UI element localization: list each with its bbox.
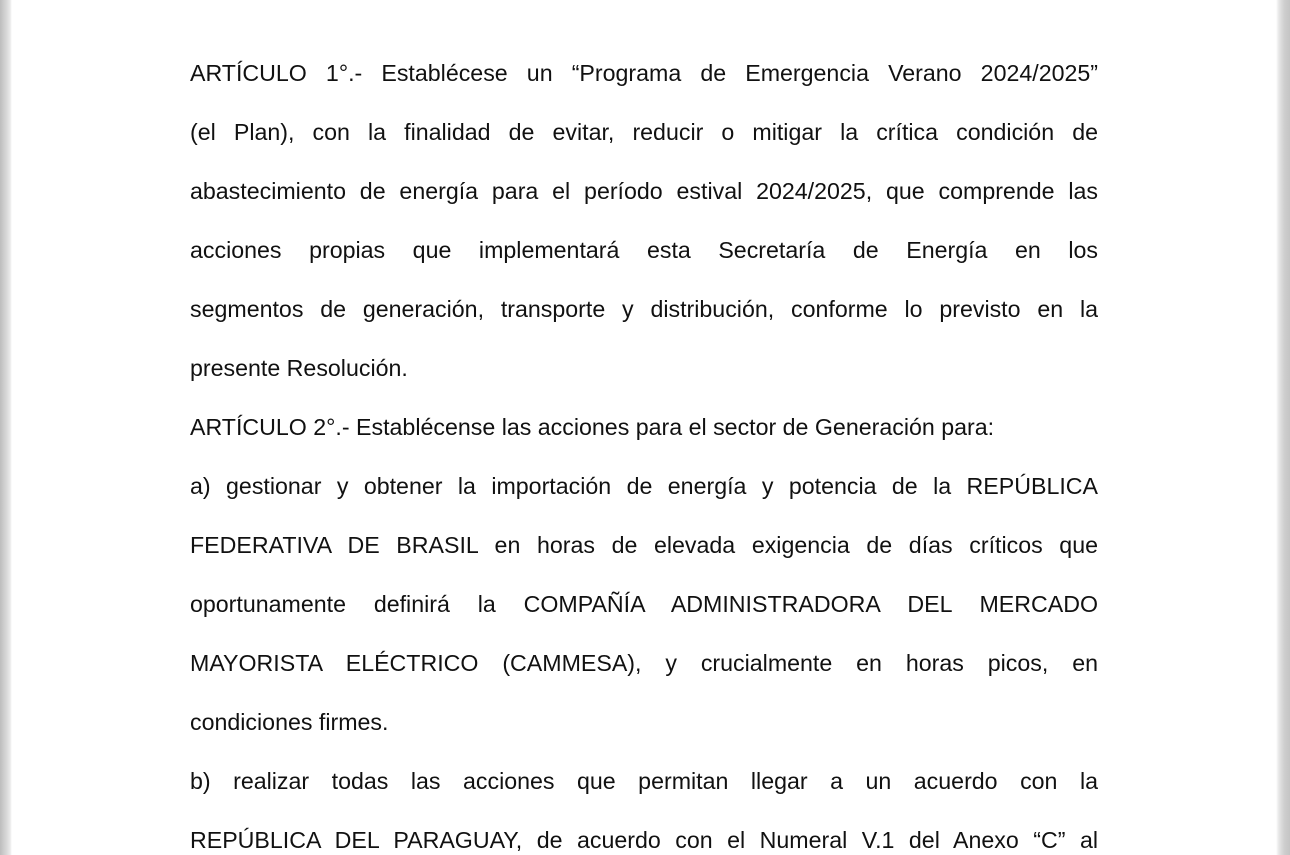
text-line: acciones propias que implementará esta Secretaría de Energía en los [190,237,1098,263]
text-line: a) gestionar y obtener la importación de energía y potencia de la REPÚBLICA [190,473,1098,499]
text-line: segmentos de generación, transporte y distribución, conforme lo previsto en la [190,296,1098,322]
text-line: abastecimiento de energía para el período estival 2024/2025, que comprende las [190,178,1098,204]
text-line: FEDERATIVA DE BRASIL en horas de elevada exigencia de días críticos que [190,532,1098,558]
text-line: b) realizar todas las acciones que permitan llegar a un acuerdo con la [190,768,1098,794]
text-line: REPÚBLICA DEL PARAGUAY, de acuerdo con el Numeral V.1 del Anexo “C” al [190,827,1098,853]
text-line: MAYORISTA ELÉCTRICO (CAMMESA), y crucialmente en horas picos, en [190,650,1098,676]
document-page [12,0,1276,855]
text-line: ARTÍCULO 2°.- Establécense las acciones para el sector de Generación para: [190,414,995,440]
text-line: (el Plan), con la finalidad de evitar, reducir o mitigar la crítica condición de [190,119,1098,145]
document-body [190,44,1098,855]
text-line: condiciones firmes. [190,709,389,735]
text-line: presente Resolución. [190,355,408,381]
text-line: oportunamente definirá la COMPAÑÍA ADMINISTRADORA DEL MERCADO [190,591,1098,617]
text-line: ARTÍCULO 1°.- Establécese un “Programa de Emergencia Verano 2024/2025” [190,60,1098,86]
